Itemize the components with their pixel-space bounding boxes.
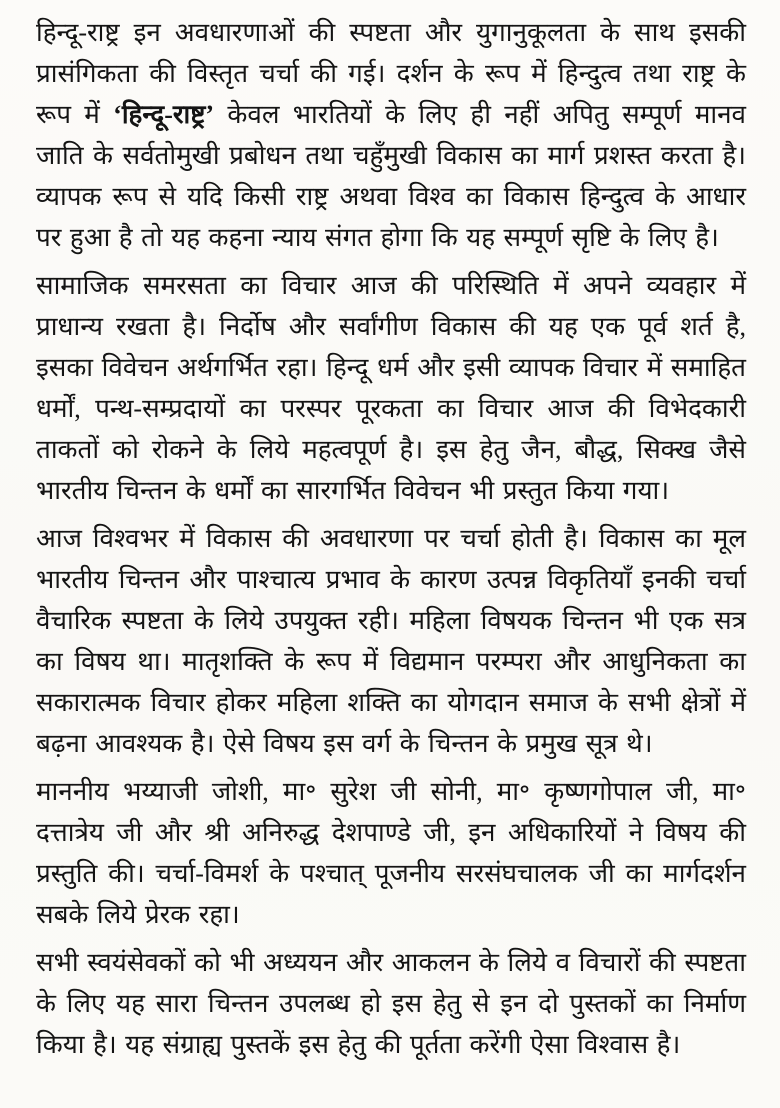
paragraph-text: सभी स्वयंसेवकों को भी अध्ययन और आकलन के लिये व विचारों की स्पष्टता के लिए यह सारा चिन्तन उपलब्ध हो इस हेतु से इन दो पुस्तकों का निर्माण किया है। यह संग्राह्य पुस्तकें इस हेतु की पूर्तता करेंगी ऐसा विश्वास है।	[36, 948, 746, 1059]
paragraph	[36, 265, 746, 511]
paragraph	[36, 942, 746, 1065]
paragraph-text: माननीय भय्याजी जोशी, मा॰ सुरेश जी सोनी, मा॰ कृष्णगोपाल जी, मा॰ दत्तात्रेय जी और श्री अनिरुद्ध देशपाण्डे जी, इन अधिकारियों ने विषय की प्रस्तुति की। चर्चा-विमर्श के पश्चात् पूजनीय सरसंघचालक जी का मार्गदर्शन सबके लिये प्रेरक रहा।	[36, 777, 746, 929]
paragraph	[36, 518, 746, 764]
paragraph-text: सामाजिक समरसता का विचार आज की परिस्थिति में अपने व्यवहार में प्राधान्य रखता है। निर्दोष और सर्वांगीण विकास की यह एक पूर्व शर्त है, इसका विवेचन अर्थगर्भित रहा। हिन्दू धर्म और इसी व्यापक विचार में समाहित धर्मों, पन्थ-सम्प्रदायों का परस्पर पूरकता का विचार आज की विभेदकारी ताकतों को रोकने के लिये महत्वपूर्ण है। इस हेतु जैन, बौद्ध, सिक्ख जैसे भारतीय चिन्तन के धर्मों का सारगर्भित विवेचन भी प्रस्तुत किया गया।	[36, 271, 746, 505]
paragraph	[36, 771, 746, 935]
paragraph	[36, 12, 746, 258]
paragraph-text: हिन्दू-राष्ट्र इन अवधारणाओं की स्पष्टता और युगानुकूलता के साथ इसकी प्रासंगिकता की विस्तृत चर्चा की गई। दर्शन के रूप में हिन्दुत्व तथा राष्ट्र के रूप में	[36, 18, 746, 129]
paragraph-text: केवल भारतियों के लिए ही नहीं अपितु सम्पूर्ण मानव जाति के सर्वतोमुखी प्रबोधन तथा चहुँमुखी विकास का मार्ग प्रशस्त करता है। व्यापक रूप से यदि किसी राष्ट्र अथवा विश्व का विकास हिन्दुत्व के आधार पर हुआ है तो यह कहना न्याय संगत होगा कि यह सम्पूर्ण सृष्टि के लिए है।	[36, 100, 746, 252]
bold-term-hindu-rashtra: ‘हिन्दू-राष्ट्र’	[113, 100, 215, 129]
paragraph-text: आज विश्वभर में विकास की अवधारणा पर चर्चा होती है। विकास का मूल भारतीय चिन्तन और पाश्चात्य प्रभाव के कारण उत्पन्न विकृतियाँ इनकी चर्चा वैचारिक स्पष्टता के लिये उपयुक्त रही। महिला विषयक चिन्तन भी एक सत्र का विषय था। मातृशक्ति के रूप में विद्यमान परम्परा और आधुनिकता का सकारात्मक विचार होकर महिला शक्ति का योगदान समाज के सभी क्षेत्रों में बढ़ना आवश्यक है। ऐसे विषय इस वर्ग के चिन्तन के प्रमुख सूत्र थे।	[36, 524, 746, 758]
